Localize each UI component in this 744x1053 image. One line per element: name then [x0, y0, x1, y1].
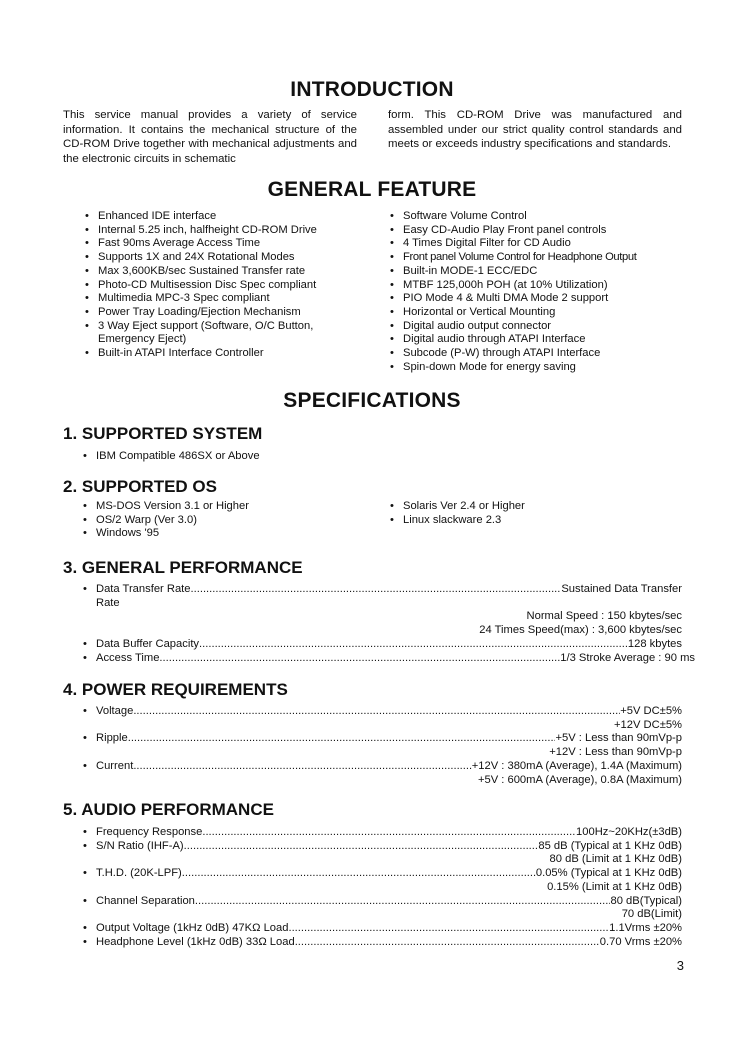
spec-value: 100Hz~20KHz(±3dB)	[576, 826, 682, 838]
spec-row-ripple	[82, 732, 682, 746]
list-item: • Digital audio through ATAPI Interface	[389, 333, 689, 347]
spec-value: +12V : 380mA (Average), 1.4A (Maximum)	[471, 759, 682, 772]
section-title-power-requirements: 4. POWER REQUIREMENTS	[63, 680, 288, 699]
spec-row-data-buffer	[82, 638, 682, 652]
spec-value: +5V DC±5%	[620, 705, 682, 717]
specifications-title: SPECIFICATIONS	[283, 389, 461, 412]
spec-continuation: +5V : 600mA (Average), 0.8A (Maximum)	[477, 773, 682, 786]
spec-label: • Channel Separation	[96, 894, 195, 907]
spec-label: • Output Voltage (1kHz 0dB) 47KΩ Load	[96, 921, 289, 934]
section-title-general-performance: 3. GENERAL PERFORMANCE	[63, 558, 303, 577]
spec-continuation: +12V DC±5%	[613, 718, 682, 731]
spec-row-channel-separation	[82, 895, 682, 909]
list-item: • MS-DOS Version 3.1 or Higher	[82, 500, 362, 514]
spec-row-sn-ratio	[82, 840, 682, 854]
intro-paragraph-right: form. This CD-ROM Drive was manufactured and assembled under our strict quality control standards and meets or exceeds industry specifications and standards.	[388, 109, 682, 151]
spec-value: 80 dB(Typical)	[610, 894, 682, 907]
spec-label: • Voltage	[96, 705, 134, 717]
spec-value: Sustained Data Transfer	[561, 583, 682, 595]
list-item: • 4 Times Digital Filter for CD Audio	[389, 237, 689, 251]
spec-label: • S/N Ratio (IHF-A)	[96, 839, 184, 852]
audio-performance-specs	[82, 826, 682, 949]
section-title-supported-system: 1. SUPPORTED SYSTEM	[63, 424, 263, 443]
list-item: • Internal 5.25 inch, halfheight CD-ROM Drive	[84, 224, 374, 238]
feature-list-left	[84, 210, 374, 361]
general-feature-title: GENERAL FEATURE	[267, 178, 477, 201]
list-item: • PIO Mode 4 & Multi DMA Mode 2 support	[389, 292, 689, 306]
spec-continuation: 0.15% (Limit at 1 KHz 0dB)	[547, 880, 682, 893]
supported-os-list-right	[389, 500, 669, 527]
list-item: • Photo-CD Multisession Disc Spec compliant	[84, 279, 374, 293]
spec-label: • Access Time	[96, 651, 160, 664]
spec-row-access-time	[82, 652, 695, 666]
list-item: • MTBF 125,000h POH (at 10% Utilization)	[389, 279, 689, 293]
spec-value: +5V : Less than 90mVp-p	[555, 732, 682, 745]
list-item: • Horizontal or Vertical Mounting	[389, 306, 689, 320]
list-item: • Built-in ATAPI Interface Controller	[84, 347, 374, 361]
spec-continuation: 24 Times Speed(max) : 3,600 kbytes/sec	[479, 624, 682, 637]
list-item: • Supports 1X and 24X Rotational Modes	[84, 251, 374, 265]
intro-title: INTRODUCTION	[290, 78, 454, 101]
spec-label: • Data Transfer Rate	[96, 583, 191, 595]
spec-continuation: 80 dB (Limit at 1 KHz 0dB)	[549, 853, 682, 866]
spec-row-output-voltage	[82, 922, 682, 936]
spec-label: • Data Buffer Capacity	[96, 637, 200, 650]
intro-paragraph-left: This service manual provides a variety of service information. It contains the mechanical structure of the CD-ROM Drive together with mechanical adjustments and the electronic circuits in schematic	[63, 109, 357, 165]
list-item: • Solaris Ver 2.4 or Higher	[389, 500, 669, 514]
supported-system-list	[82, 450, 382, 464]
spec-value: 1.1Vrms ±20%	[609, 921, 682, 934]
spec-label: • Frequency Response	[96, 826, 203, 838]
list-item: • Spin-down Mode for energy saving	[389, 361, 689, 375]
list-item: • Multimedia MPC-3 Spec compliant	[84, 292, 374, 306]
spec-row-thd	[82, 867, 682, 881]
list-item: • IBM Compatible 486SX or Above	[82, 450, 382, 464]
spec-value: 1/3 Stroke Average : 90 ms	[560, 651, 695, 664]
list-item: • Built-in MODE-1 ECC/EDC	[389, 265, 689, 279]
list-item: • Linux slackware 2.3	[389, 514, 669, 528]
spec-continuation: +12V : Less than 90mVp-p	[549, 746, 682, 759]
spec-continuation: Normal Speed : 150 kbytes/sec	[526, 610, 682, 623]
supported-os-list-left	[82, 500, 362, 541]
spec-continuation: 70 dB(Limit)	[621, 908, 682, 921]
list-item: • Digital audio output connector	[389, 320, 689, 334]
list-item: • Enhanced IDE interface	[84, 210, 374, 224]
list-item: • Power Tray Loading/Ejection Mechanism	[84, 306, 374, 320]
list-item: • Max 3,600KB/sec Sustained Transfer rate	[84, 265, 374, 279]
list-item: • Software Volume Control	[389, 210, 689, 224]
list-item: • 3 Way Eject support (Software, O/C Button, Emergency Eject)	[84, 320, 356, 347]
spec-row-frequency-response	[82, 826, 682, 840]
spec-value: 85 dB (Typical at 1 KHz 0dB)	[538, 839, 682, 852]
feature-list-right	[389, 210, 689, 374]
spec-row-data-transfer-rate	[82, 583, 682, 597]
section-title-supported-os: 2. SUPPORTED OS	[63, 477, 217, 496]
spec-row-current	[82, 760, 682, 774]
list-item: • Subcode (P-W) through ATAPI Interface	[389, 347, 689, 361]
power-requirements-specs	[82, 705, 682, 787]
spec-continuation: Rate	[96, 596, 120, 609]
page-number: 3	[676, 958, 684, 973]
spec-value: 0.05% (Typical at 1 KHz 0dB)	[535, 867, 682, 880]
spec-row-voltage	[82, 705, 682, 719]
list-item: • Windows '95	[82, 527, 362, 541]
spec-label: • Headphone Level (1kHz 0dB) 33Ω Load	[96, 935, 295, 948]
spec-value: 0.70 Vrms ±20%	[599, 935, 682, 948]
spec-label: • Current	[96, 759, 134, 772]
spec-row-headphone-level	[82, 936, 682, 950]
list-item: • Easy CD-Audio Play Front panel controls	[389, 224, 689, 238]
list-item: • Fast 90ms Average Access Time	[84, 237, 374, 251]
list-item: • Front panel Volume Control for Headphone Output	[389, 251, 689, 265]
spec-value: 128 kbytes	[627, 637, 682, 650]
spec-label: • T.H.D. (20K-LPF)	[96, 867, 182, 880]
section-title-audio-performance: 5. AUDIO PERFORMANCE	[63, 800, 274, 819]
general-performance-specs	[82, 583, 695, 665]
list-item: • OS/2 Warp (Ver 3.0)	[82, 514, 362, 528]
spec-label: • Ripple	[96, 732, 128, 745]
